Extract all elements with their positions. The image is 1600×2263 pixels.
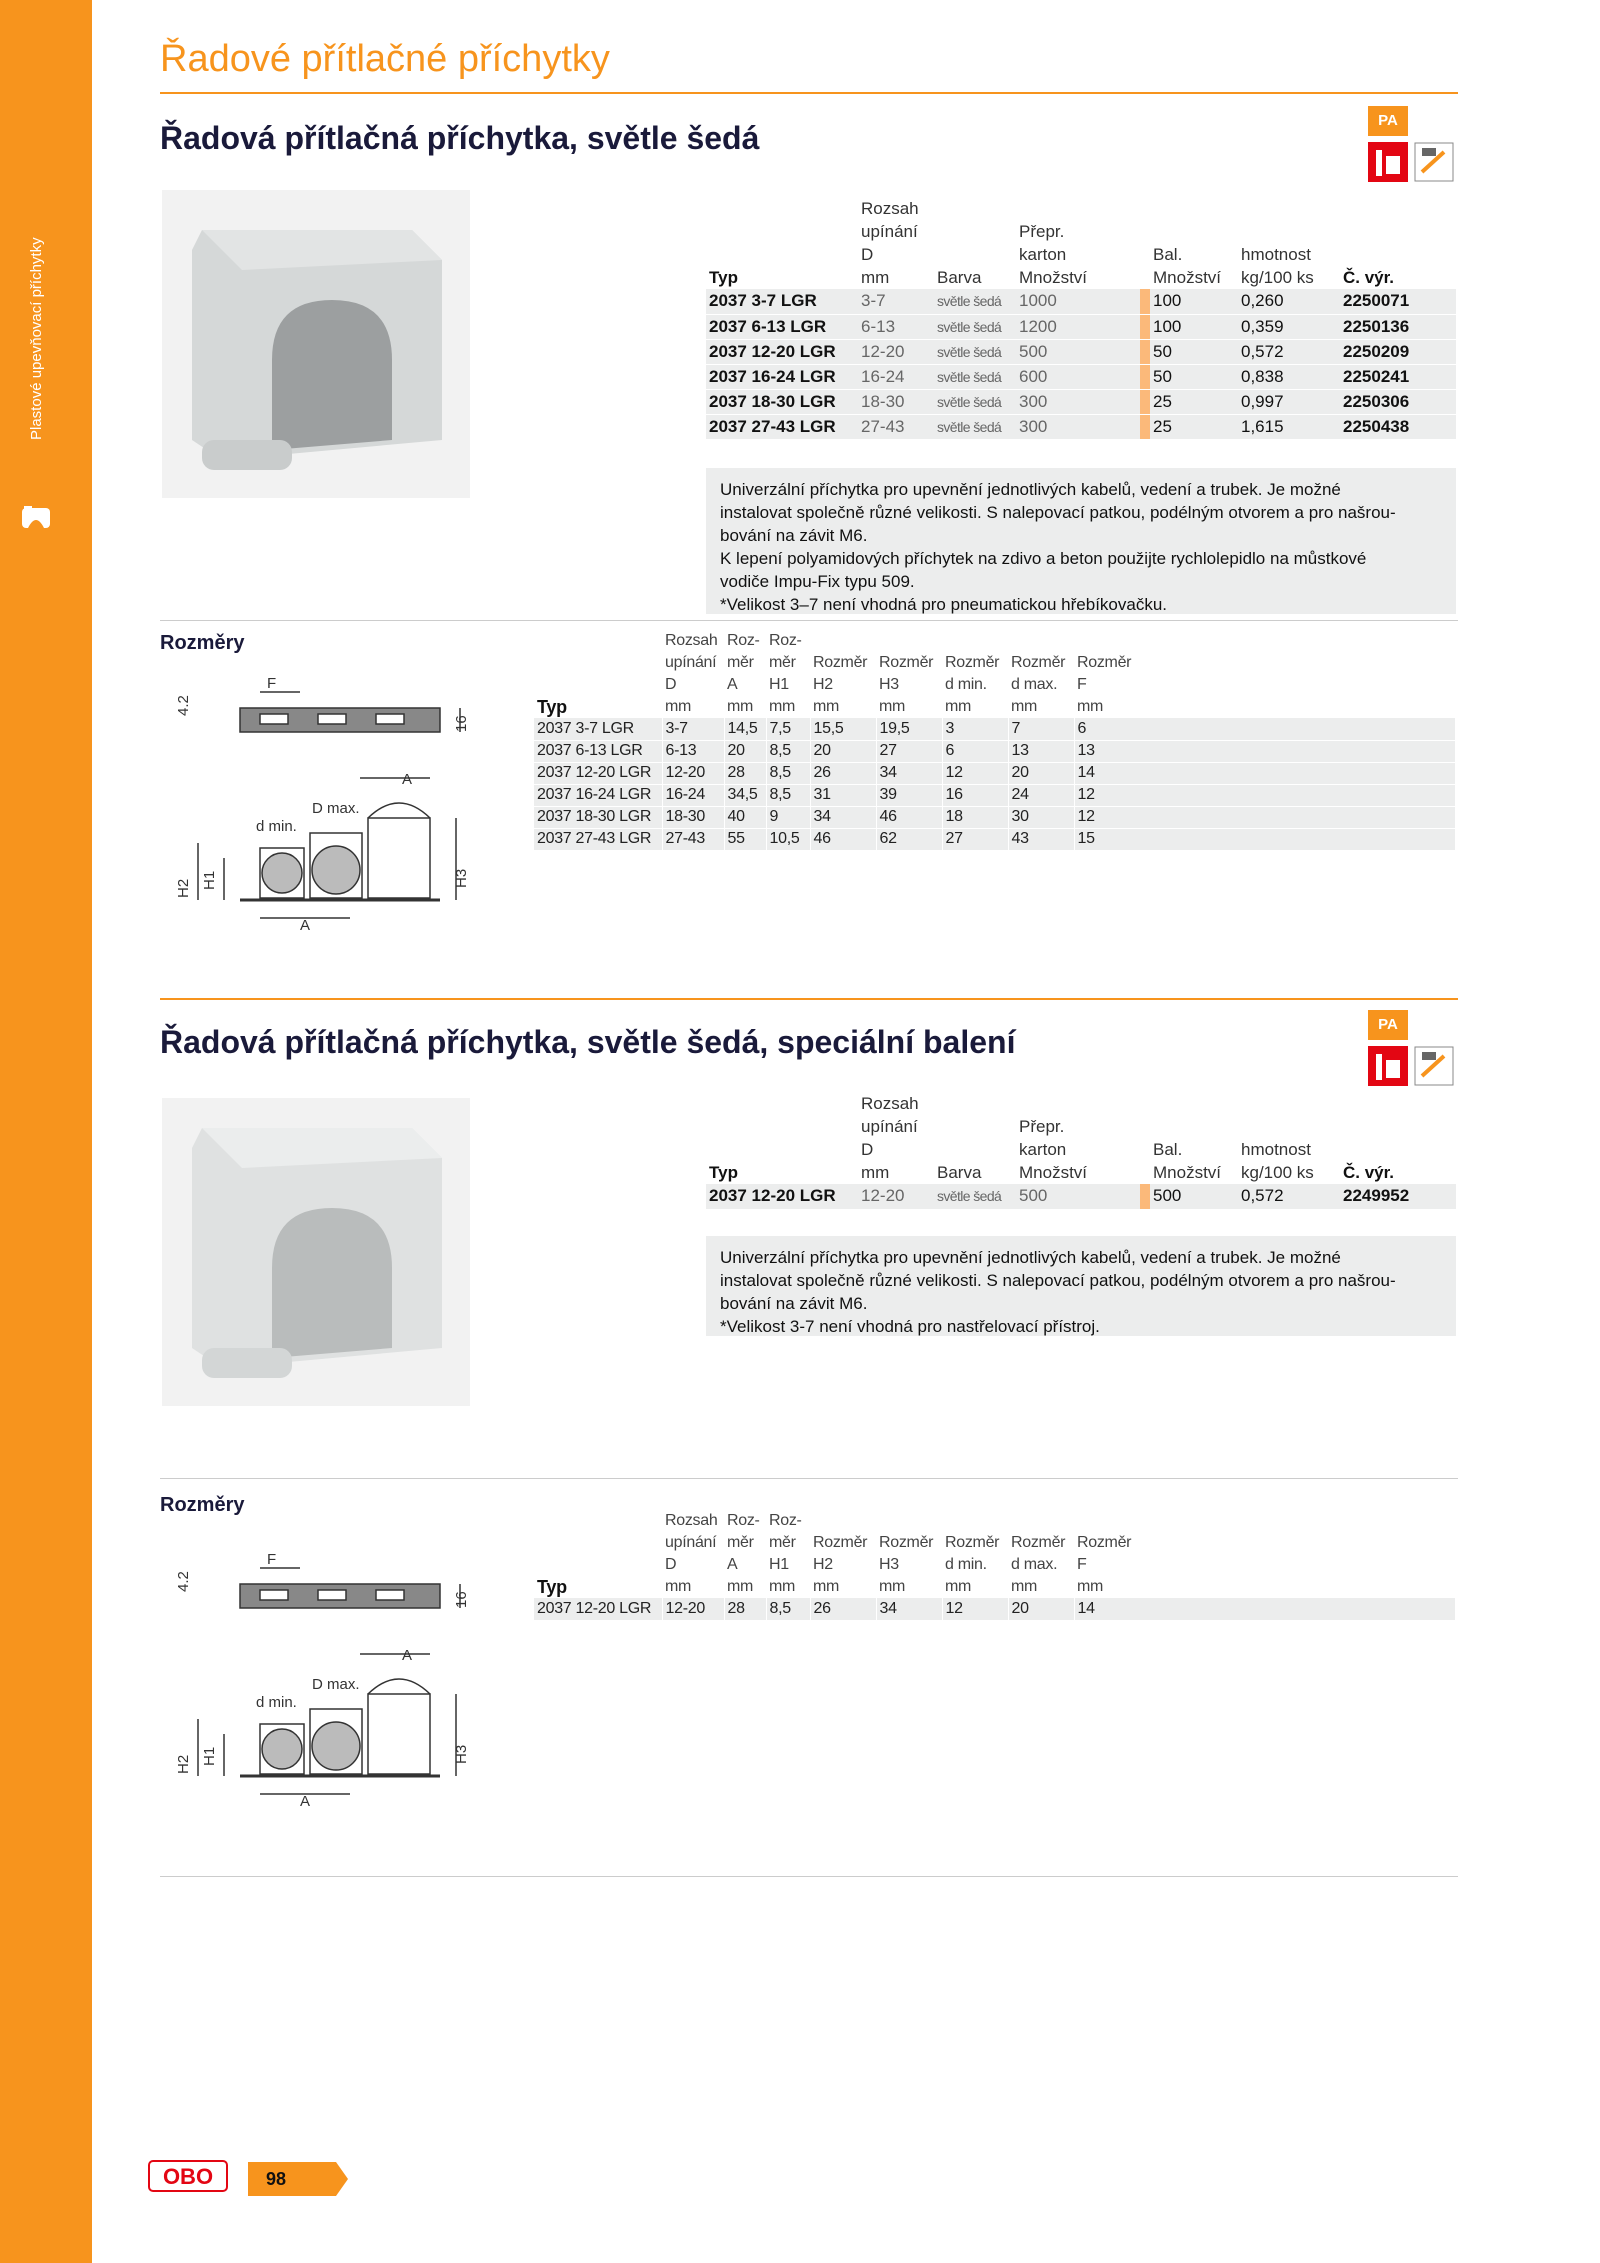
cell-f: 14	[1074, 762, 1456, 784]
cell-typ: 2037 3-7 LGR	[706, 289, 858, 314]
cell-spacer	[1140, 364, 1150, 389]
cell-karton: 600	[1016, 364, 1098, 389]
cell-h2: 20	[810, 740, 876, 762]
cell-cvyr: 2250438	[1340, 414, 1456, 439]
cell-karton: 500	[1016, 1184, 1098, 1209]
cell-rozsah: 18-30	[662, 806, 724, 828]
col-rozsah: Rozsah upínání D mm	[861, 199, 919, 287]
material-badge: PA	[1368, 106, 1408, 136]
svg-text:d min.: d min.	[256, 818, 297, 835]
cell-h2: 31	[810, 784, 876, 806]
cell-dmax: 43	[1008, 828, 1074, 850]
product-photo-2	[162, 1098, 470, 1406]
dimension-table	[534, 630, 1456, 851]
table-row	[534, 1598, 1456, 1620]
col-cvyr: Č. výr.	[1343, 268, 1395, 287]
cell-hmotnost: 0,260	[1238, 289, 1340, 314]
svg-text:H2: H2	[175, 1754, 192, 1774]
cell-dmin: 6	[942, 740, 1008, 762]
product-description-2: Univerzální příchytka pro upevnění jednotlivých kabelů, vedení a trubek. Je možné instalovat společně různé velikosti. S nalepovací patkou, podélným otvorem a pro našrou- bování na závit M6. *Velikost 3-7 není vhodná pro nastřelovací přístroj.	[706, 1236, 1456, 1336]
dim-col-f: Rozměr F mm	[1077, 654, 1132, 715]
table-row	[534, 806, 1456, 828]
cell-cvyr: 2250071	[1340, 289, 1456, 314]
dim-col-h1: Roz- měr H1 mm	[769, 632, 802, 715]
cell-h1: 7,5	[766, 718, 810, 740]
dimension-drawing-2	[170, 1544, 490, 1834]
section-divider	[160, 620, 1458, 621]
nail-gun-icon-2	[1414, 1046, 1454, 1086]
cell-h3: 46	[876, 806, 942, 828]
nail-gun-icon	[1414, 142, 1454, 182]
cell-f: 6	[1074, 718, 1456, 740]
cell-rozsah: 27-43	[858, 414, 934, 439]
cell-cvyr: 2250241	[1340, 364, 1456, 389]
cell-typ: 2037 6-13 LGR	[534, 740, 662, 762]
cell-bal: 100	[1150, 289, 1238, 314]
product-table	[706, 197, 1456, 440]
cell-typ: 2037 12-20 LGR	[534, 762, 662, 784]
col-hmotnost: hmotnost kg/100 ks	[1241, 245, 1314, 287]
table-row	[534, 718, 1456, 740]
cell-typ: 2037 27-43 LGR	[706, 414, 858, 439]
cell-typ: 2037 16-24 LGR	[706, 364, 858, 389]
svg-text:H1: H1	[201, 870, 218, 890]
cell-a: 14,5	[724, 718, 766, 740]
col-barva: Barva	[937, 268, 982, 287]
svg-text:H3: H3	[453, 868, 470, 888]
cell-hmotnost: 0,572	[1238, 1184, 1340, 1209]
cell-a: 34,5	[724, 784, 766, 806]
svg-text:16: 16	[453, 715, 470, 732]
svg-text:A: A	[402, 1647, 413, 1664]
cell-hmotnost: 1,615	[1238, 414, 1340, 439]
cell-typ: 2037 16-24 LGR	[534, 784, 662, 806]
table-row	[706, 314, 1456, 339]
cell-spacer	[1140, 339, 1150, 364]
cell-hmotnost: 0,572	[1238, 339, 1340, 364]
cell-h1: 8,5	[766, 762, 810, 784]
table-row	[706, 414, 1456, 439]
dimension-drawing	[170, 668, 490, 958]
dim-col-dmax: Rozměr d max. mm	[1011, 654, 1066, 715]
cell-rozsah: 12-20	[662, 762, 724, 784]
cell-dmin: 16	[942, 784, 1008, 806]
cell-h3: 34	[876, 762, 942, 784]
cell-rozsah: 3-7	[858, 289, 934, 314]
cell-cvyr: 2250209	[1340, 339, 1456, 364]
col-karton: Přepr. karton Množství	[1019, 222, 1088, 287]
table-row	[534, 828, 1456, 850]
table-row	[706, 289, 1456, 314]
table-row	[706, 1184, 1456, 1209]
svg-text:16: 16	[453, 1591, 470, 1608]
cell-bal: 25	[1150, 389, 1238, 414]
cell-rozsah: 27-43	[662, 828, 724, 850]
cell-karton: 1200	[1016, 314, 1098, 339]
cell-dmin: 3	[942, 718, 1008, 740]
cell-h2: 26	[810, 1598, 876, 1620]
svg-text:A: A	[300, 917, 311, 934]
cell-h3: 19,5	[876, 718, 942, 740]
cell-f: 12	[1074, 784, 1456, 806]
cell-karton: 1000	[1016, 289, 1098, 314]
dim-col-typ: Typ	[537, 697, 567, 717]
dim-col-a: Roz- měr A mm	[727, 632, 760, 715]
product-photo	[162, 190, 470, 498]
obo-logo	[148, 2160, 228, 2192]
svg-text:A: A	[300, 1793, 311, 1810]
cell-spacer	[1098, 1184, 1140, 1209]
cell-barva: světle šedá	[934, 289, 1016, 314]
cell-h3: 34	[876, 1598, 942, 1620]
cell-barva: světle šedá	[934, 339, 1016, 364]
svg-text:F: F	[267, 675, 277, 692]
table-row	[706, 339, 1456, 364]
cell-f: 14	[1074, 1598, 1456, 1620]
product-description: Univerzální příchytka pro upevnění jednotlivých kabelů, vedení a trubek. Je možné instalovat společně různé velikosti. S nalepovací patkou, podélným otvorem a pro našrou- bování na závit M6. K lepení polyamidových příchytek na zdivo a beton použijte rychlolepidlo na můstkové vodiče Impu-Fix typu 509. *Velikost 3–7 není vhodná pro pneumatickou hřebíkovačku.	[706, 468, 1456, 614]
svg-text:A: A	[402, 771, 413, 788]
svg-text:4.2: 4.2	[175, 695, 192, 716]
cell-f: 15	[1074, 828, 1456, 850]
section2-title: Řadová přítlačná příchytka, světle šedá, speciální balení	[160, 1024, 1016, 1060]
table-row	[706, 389, 1456, 414]
table-row	[534, 784, 1456, 806]
col-typ: Typ	[709, 268, 738, 287]
cell-typ: 2037 12-20 LGR	[706, 339, 858, 364]
cell-bal: 25	[1150, 414, 1238, 439]
cell-spacer	[1098, 364, 1140, 389]
cell-spacer	[1140, 389, 1150, 414]
cell-spacer	[1098, 339, 1140, 364]
cell-karton: 500	[1016, 339, 1098, 364]
clip-icon	[18, 500, 54, 536]
cell-rozsah: 12-20	[858, 339, 934, 364]
section-divider-2	[160, 1478, 1458, 1479]
installation-icon-2	[1368, 1046, 1408, 1086]
cell-h1: 8,5	[766, 784, 810, 806]
table-row	[534, 762, 1456, 784]
section1-title: Řadová přítlačná příchytka, světle šedá	[160, 120, 760, 156]
cell-dmax: 13	[1008, 740, 1074, 762]
cell-a: 28	[724, 1598, 766, 1620]
cell-typ: 2037 18-30 LGR	[534, 806, 662, 828]
cell-barva: světle šedá	[934, 414, 1016, 439]
cell-barva: světle šedá	[934, 364, 1016, 389]
cell-bal: 50	[1150, 339, 1238, 364]
cell-h2: 34	[810, 806, 876, 828]
section-divider-3	[160, 1876, 1458, 1877]
cell-spacer	[1140, 289, 1150, 314]
dimensions-title: Rozměry	[160, 632, 245, 654]
sidebar	[0, 0, 92, 2263]
page-number: 98	[248, 2162, 348, 2196]
cell-bal: 500	[1150, 1184, 1238, 1209]
cell-dmin: 27	[942, 828, 1008, 850]
cell-barva: světle šedá	[934, 389, 1016, 414]
cell-h1: 8,5	[766, 1598, 810, 1620]
cell-a: 40	[724, 806, 766, 828]
svg-text:F: F	[267, 1551, 277, 1568]
cell-spacer	[1098, 289, 1140, 314]
cell-dmax: 20	[1008, 1598, 1074, 1620]
cell-typ: 2037 18-30 LGR	[706, 389, 858, 414]
cell-rozsah: 6-13	[858, 314, 934, 339]
cell-h3: 39	[876, 784, 942, 806]
cell-h1: 9	[766, 806, 810, 828]
cell-a: 28	[724, 762, 766, 784]
product-table-2: Typ Rozsah upínání D mm Barva Přepr. karton Množství Bal. Množství hmotnost kg/100 ks Č. výr. 2037 12-20 LGR 12-20 světle šedá 500 500 0,572 2249952	[706, 1092, 1456, 1210]
title-divider	[160, 92, 1458, 94]
cell-typ: 2037 12-20 LGR	[706, 1184, 858, 1209]
cell-dmax: 20	[1008, 762, 1074, 784]
cell-hmotnost: 0,359	[1238, 314, 1340, 339]
cell-rozsah: 16-24	[662, 784, 724, 806]
cell-hmotnost: 0,838	[1238, 364, 1340, 389]
cell-typ: 2037 6-13 LGR	[706, 314, 858, 339]
cell-rozsah: 6-13	[662, 740, 724, 762]
cell-h3: 62	[876, 828, 942, 850]
dim-col-h3: Rozměr H3 mm	[879, 654, 934, 715]
cell-rozsah: 12-20	[858, 1184, 934, 1209]
cell-dmax: 7	[1008, 718, 1074, 740]
cell-rozsah: 12-20	[662, 1598, 724, 1620]
col-bal: Bal. Množství	[1153, 245, 1222, 287]
cell-h2: 26	[810, 762, 876, 784]
cell-karton: 300	[1016, 414, 1098, 439]
cell-cvyr: 2249952	[1340, 1184, 1456, 1209]
cell-h2: 15,5	[810, 718, 876, 740]
cell-rozsah: 18-30	[858, 389, 934, 414]
installation-icon	[1368, 142, 1408, 182]
svg-text:4.2: 4.2	[175, 1571, 192, 1592]
cell-typ: 2037 3-7 LGR	[534, 718, 662, 740]
cell-spacer	[1098, 414, 1140, 439]
cell-spacer	[1098, 314, 1140, 339]
cell-karton: 300	[1016, 389, 1098, 414]
svg-text:OBO: OBO	[162, 2164, 214, 2189]
svg-text:H2: H2	[175, 878, 192, 898]
cell-cvyr: 2250136	[1340, 314, 1456, 339]
svg-text:d min.: d min.	[256, 1694, 297, 1711]
svg-text:H1: H1	[201, 1746, 218, 1766]
col-spacer	[1098, 197, 1140, 289]
cell-spacer	[1140, 1184, 1150, 1209]
svg-text:D max.: D max.	[312, 800, 360, 817]
cell-cvyr: 2250306	[1340, 389, 1456, 414]
cell-typ: 2037 12-20 LGR	[534, 1598, 662, 1620]
cell-h1: 10,5	[766, 828, 810, 850]
cell-dmin: 18	[942, 806, 1008, 828]
cell-rozsah: 3-7	[662, 718, 724, 740]
cell-barva: světle šedá	[934, 314, 1016, 339]
cell-h3: 27	[876, 740, 942, 762]
cell-typ: 2037 27-43 LGR	[534, 828, 662, 850]
dim-col-h2: Rozměr H2 mm	[813, 654, 868, 715]
cell-a: 20	[724, 740, 766, 762]
cell-dmin: 12	[942, 762, 1008, 784]
cell-dmin: 12	[942, 1598, 1008, 1620]
cell-f: 12	[1074, 806, 1456, 828]
col-marker	[1140, 197, 1150, 289]
page-title: Řadové přítlačné příchytky	[160, 38, 610, 80]
cell-dmax: 30	[1008, 806, 1074, 828]
cell-barva: světle šedá	[934, 1184, 1016, 1209]
cell-a: 55	[724, 828, 766, 850]
cell-spacer	[1098, 389, 1140, 414]
cell-spacer	[1140, 414, 1150, 439]
cell-hmotnost: 0,997	[1238, 389, 1340, 414]
dim-col-dmin: Rozměr d min. mm	[945, 654, 1000, 715]
cell-h2: 46	[810, 828, 876, 850]
section-divider-orange	[160, 998, 1458, 1000]
table-row	[534, 740, 1456, 762]
cell-h1: 8,5	[766, 740, 810, 762]
svg-text:H3: H3	[453, 1744, 470, 1764]
cell-f: 13	[1074, 740, 1456, 762]
sidebar-label: Plastové upevňovací příchytky	[28, 237, 45, 440]
dimension-table-2: Typ Rozsah upínání D mm Roz- měr A mm Roz- měr H1 mm Rozměr H2 mm Rozměr H3 mm Rozměr d min. mm Rozměr d max. mm Rozměr F mm 2037 12-20 LGR 12-20 28 8,5 26 34 12 20 14	[534, 1510, 1456, 1621]
cell-rozsah: 16-24	[858, 364, 934, 389]
svg-text:D max.: D max.	[312, 1676, 360, 1693]
material-badge-2: PA	[1368, 1010, 1408, 1040]
cell-spacer	[1140, 314, 1150, 339]
cell-dmax: 24	[1008, 784, 1074, 806]
dimensions-title-2: Rozměry	[160, 1494, 245, 1516]
table-row	[706, 364, 1456, 389]
cell-bal: 100	[1150, 314, 1238, 339]
dim-col-rozsah: Rozsah upínání D mm	[665, 632, 718, 715]
cell-bal: 50	[1150, 364, 1238, 389]
